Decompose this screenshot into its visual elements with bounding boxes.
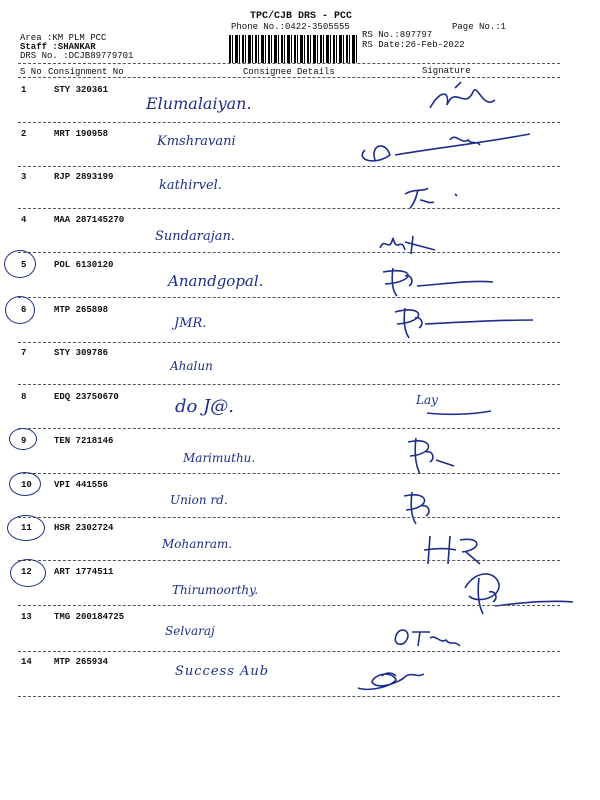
divider bbox=[18, 473, 560, 474]
row-sno: 10 bbox=[21, 480, 32, 490]
row-sno: 2 bbox=[21, 129, 27, 139]
col-signature-header: Signature bbox=[422, 66, 471, 76]
divider bbox=[18, 297, 560, 298]
row-consignment: HSR 2302724 bbox=[54, 523, 114, 533]
divider bbox=[18, 342, 560, 343]
row-consignment: EDQ 23750670 bbox=[54, 392, 119, 402]
consignee-handwriting: Kmshravani bbox=[157, 134, 236, 149]
divider bbox=[18, 605, 560, 606]
divider bbox=[18, 384, 560, 385]
signature-scribble bbox=[420, 532, 490, 568]
col-consignment-header: Consignment No bbox=[48, 67, 124, 77]
row-sno: 1 bbox=[21, 85, 27, 95]
col-sno-header: S No bbox=[20, 67, 42, 77]
row-sno: 14 bbox=[21, 657, 32, 667]
divider bbox=[18, 517, 560, 518]
signature-scribble bbox=[425, 405, 495, 421]
row-sno: 5 bbox=[21, 260, 27, 270]
consignee-handwriting: Success Aub bbox=[175, 664, 270, 679]
row-circle-mark bbox=[4, 250, 36, 278]
signature-scribble bbox=[400, 434, 460, 478]
divider bbox=[18, 77, 560, 78]
divider bbox=[18, 651, 560, 652]
divider bbox=[18, 560, 560, 561]
signature-scribble bbox=[398, 488, 448, 528]
consignee-handwriting: Anandgopal. bbox=[168, 272, 264, 290]
consignee-handwriting: Marimuthu. bbox=[183, 451, 256, 465]
staff-label: Staff :SHANKAR bbox=[20, 42, 96, 52]
signature-scribble bbox=[352, 662, 442, 694]
barcode bbox=[229, 35, 359, 63]
row-sno: 3 bbox=[21, 172, 27, 182]
consignee-handwriting: do J@. bbox=[175, 396, 235, 417]
row-consignment: STY 320361 bbox=[54, 85, 109, 95]
signature-scribble bbox=[385, 302, 535, 342]
consignee-handwriting: Elumalaiyan. bbox=[146, 94, 252, 113]
row-consignment: MTP 265898 bbox=[54, 305, 109, 315]
row-consignment: POL 6130120 bbox=[54, 260, 114, 270]
divider bbox=[18, 208, 560, 209]
row-sno: 9 bbox=[21, 436, 27, 446]
area-label: Area :KM PLM PCC bbox=[20, 33, 107, 43]
row-sno: 6 bbox=[21, 305, 27, 315]
divider bbox=[18, 428, 560, 429]
divider bbox=[18, 166, 560, 167]
row-circle-mark bbox=[5, 296, 35, 324]
row-consignment: MAA 287145270 bbox=[54, 215, 125, 225]
consignee-handwriting: Union rd. bbox=[170, 493, 228, 507]
phone-number: Phone No.:0422-3505555 bbox=[231, 22, 350, 32]
divider bbox=[18, 122, 560, 123]
rs-number: RS No.:897797 bbox=[362, 30, 433, 40]
divider bbox=[18, 63, 560, 64]
signature-scribble bbox=[375, 262, 495, 302]
row-consignment: MRT 190958 bbox=[54, 129, 109, 139]
divider bbox=[18, 252, 560, 253]
consignee-handwriting: kathirvel. bbox=[159, 178, 222, 193]
signature-scribble bbox=[390, 624, 480, 652]
row-consignment: MTP 265934 bbox=[54, 657, 109, 667]
rs-date: RS Date:26-Feb-2022 bbox=[362, 40, 465, 50]
consignee-handwriting: Selvaraj bbox=[165, 624, 215, 638]
row-consignment: VPI 441556 bbox=[54, 480, 109, 490]
consignee-handwriting: Ahalun bbox=[170, 359, 213, 373]
row-sno: 12 bbox=[21, 567, 32, 577]
row-sno: 4 bbox=[21, 215, 27, 225]
row-consignment: RJP 2893199 bbox=[54, 172, 114, 182]
signature-scribble bbox=[355, 130, 535, 170]
row-consignment: TEN 7218146 bbox=[54, 436, 114, 446]
row-sno: 11 bbox=[21, 523, 32, 533]
row-sno: 7 bbox=[21, 348, 27, 358]
document-title: TPC/CJB DRS - PCC bbox=[250, 11, 353, 22]
page-number: Page No.:1 bbox=[452, 22, 507, 32]
consignee-handwriting: Mohanram. bbox=[162, 537, 233, 551]
drs-number: DRS No. :DCJB89779701 bbox=[20, 51, 134, 61]
row-consignment: STY 309786 bbox=[54, 348, 109, 358]
row-sno: 13 bbox=[21, 612, 32, 622]
divider bbox=[18, 696, 560, 697]
col-consignee-header: Consignee Details bbox=[243, 67, 335, 77]
consignee-handwriting: JMR. bbox=[174, 316, 207, 331]
signature-scribble bbox=[455, 568, 575, 618]
signature-scribble bbox=[375, 228, 445, 258]
row-sno: 8 bbox=[21, 392, 27, 402]
signature-handwriting: Lay bbox=[416, 393, 438, 407]
row-consignment: ART 1774511 bbox=[54, 567, 114, 577]
row-consignment: TMG 200184725 bbox=[54, 612, 125, 622]
consignee-handwriting: Sundarajan. bbox=[155, 229, 235, 244]
signature-scribble bbox=[425, 80, 505, 120]
consignee-handwriting: Thirumoorthy. bbox=[172, 583, 259, 597]
